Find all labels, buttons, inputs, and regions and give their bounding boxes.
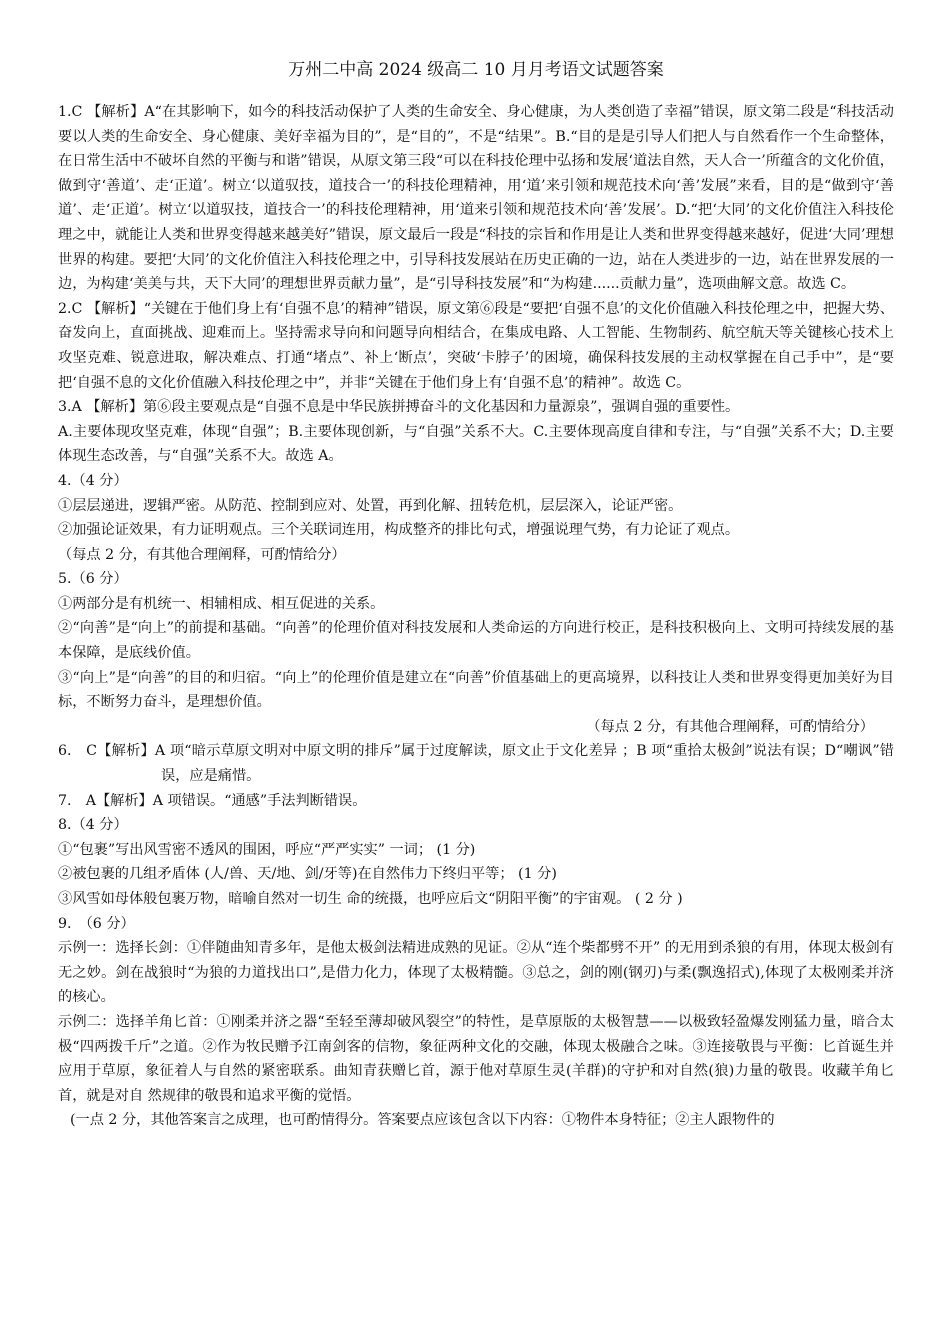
answer-7: 7. A【解析】A 项错误。“通感”手法判断错误。 xyxy=(58,792,367,809)
answer-5-point-1: ①两部分是有机统一、相辅相成、相互促进的关系。 xyxy=(58,595,385,612)
answer-4-header: 4.（4 分） xyxy=(58,472,128,489)
answer-5-point-3: ③“向上”是“向善”的目的和归宿。“向上”的伦理价值是建立在“向善”价值基础上的更高境界，以科技让人类和世界变得更加美好为目标，不断努力奋斗，是理想价值。 xyxy=(58,669,894,711)
answer-8-point-3: ③风雪如母体般包裹万物，暗喻自然对一切生 命的统摄，也呼应后文“阴阳平衡”的宇宙观。 ( 2 分 ) xyxy=(58,891,683,907)
answer-9-example-1: 示例一：选择长剑：①伴随曲知青多年，是他太极剑法精进成熟的见证。②从“连个柴都劈不开” 的无用到杀狼的有用，体现太极剑有无之妙。剑在战狼时“为狼的力道找出口”,是借力化力，体现了太极精髓。③总之，剑的刚(钢刃)与柔(飘逸招式),体现了太极刚柔并济的核心。 xyxy=(58,940,894,1006)
answer-8-point-2: ②被包裹的几组矛盾体 (人/兽、天/地、剑/牙等)在自然伟力下终归平等； (1 分) xyxy=(58,866,557,883)
answer-sheet-page xyxy=(58,58,894,1133)
page-title: 万州二中高 2024 级高二 10 月月考语文试题答案 xyxy=(288,60,664,80)
answer-8-point-1: ①“包裹”写出风雪密不透风的围困，呼应“严严实实” 一词； (1 分) xyxy=(58,841,476,858)
answer-5-header: 5.（6 分） xyxy=(58,571,128,588)
answer-9-example-2: 示例二：选择羊角匕首：①刚柔并济之器“至轻至薄却破风裂空”的特性，是草原版的太极智慧——以极致轻盈爆发刚猛力量，暗合太极“四两拨千斤”之道。②作为牧民赠予江南剑客的信物，象征两种文化的交融，体现太极融合之味。③连接敬畏与平衡：匕首诞生并应用于草原，象征着人与自然的紧密联系。曲知青获赠匕首，源于他对草原生灵(羊群)的守护和对自然(狼)力量的敬畏。收藏羊角匕首，就是对自 然规律的敬畏和追求平衡的觉悟。 xyxy=(58,1013,894,1104)
answer-4-point-1: ①层层递进，逻辑严密。从防范、控制到应对、处置，再到化解、扭转危机，层层深入，论证严密。 xyxy=(58,497,683,514)
answer-3-explanation: A.主要体现攻坚克难，体现“自强”；B.主要体现创新，与“自强”关系不大。C.主要体现高度自律和专注，与“自强”关系不大；D.主要体现生态改善，与“自强”关系不大。故选 A。 xyxy=(58,423,894,465)
answer-4-scoring-note: （每点 2 分，有其他合理阐释，可酌情给分） xyxy=(58,546,346,563)
answer-1: 1.C 【解析】A“在其影响下，如今的科技活动保护了人类的生命安全、身心健康，为人类创造了幸福”错误，原文第二段是“科技活动要以人类的生命安全、身心健康、美好幸福为目的”，是“目的”，不是“结果”。B.“目的是是引导人们把人与自然看作一个生命整体，在日常生活中不破坏自然的平衡与和谐”错误，从原文第三段“可以在科技伦理中弘扬和发展‘道法自然，天人合一’所蕴含的文化价值，做到守‘善道’、走‘正道’。树立‘以道驭技，道技合一’的科技伦理精神，用‘道’来引领和规范技术向‘善’发展”来看，目的是“做到守‘善道’、走‘正道’。树立‘以道驭技，道技合一’的科技伦理精神，用‘道来引领和规范技术向‘善’发展’。D.“把‘大同’的文化价值注入科技伦理之中，就能让人类和世界变得越来越美好”错误，原文最后一段是“科技的宗旨和作用是让人类和世界变得越来越好，促进‘大同’理想世界的构建。要把‘大同’的文化价值注入科技伦理之中，引导科技发展站在历史正确的一边，站在人类进步的一边，站在世界发展的一边，为构建‘美美与共，天下大同’的理想世界贡献力量”，是“引导科技发展”和“为构建......贡献力量”，选项曲解文意。故选 C。 xyxy=(58,104,894,293)
answer-2: 2.C 【解析】“关键在于他们身上有‘自强不息’的精神”错误，原文第⑥段是“要把‘自强不息’的文化价值融入科技伦理之中，把握大势、奋发向上，直面挑战、迎难而上。坚持需求导向和问题导向相结合，在集成电路、人工智能、生物制药、航空航天等关键核心技术上攻坚克难、锐意进取，解决难点、打通“堵点”、补上‘断点’，突破‘卡脖子’的困境，确保科技发展的主动权掌握在自己手中”，是“要把‘自强不息的文化价值融入科技伦理之中”，并非“关键在于他们身上有‘自强不息’的精神”。故选 C。 xyxy=(58,300,894,391)
answer-8-header: 8.（4 分） xyxy=(58,817,128,834)
answer-4-point-2: ②加强论证效果，有力证明观点。三个关联词连用，构成整齐的排比句式，增强说理气势，有力论证了观点。 xyxy=(58,522,740,539)
answer-9-header: 9. （6 分） xyxy=(58,915,135,932)
answer-5-scoring-note: （每点 2 分，有其他合理阐释，可酌情给分） xyxy=(586,718,874,735)
answer-6: 6. C【解析】A 项“暗示草原文明对中原文明的排斥”属于过度解读，原文止于文化差异 ；B 项“重拾太极剑”说法有误；D“嘲讽”错误，应是痛惜。 xyxy=(58,743,894,785)
answer-3: 3.A 【解析】第⑥段主要观点是“自强不息是中华民族拼搏奋斗的文化基因和力量源泉”，强调自强的重要性。 xyxy=(58,399,740,416)
answer-9-scoring-note: (一点 2 分，其他答案言之成理，也可酌情得分。答案要点应该包含以下内容：①物件本身特征；②主人跟物件的 xyxy=(70,1112,775,1129)
answer-5-point-2: ②“向善”是“向上”的前提和基础。“向善”的伦理价值对科技发展和人类命运的方向进行校正，是科技积极向上、文明可持续发展的基本保障，是底线价值。 xyxy=(58,620,894,662)
